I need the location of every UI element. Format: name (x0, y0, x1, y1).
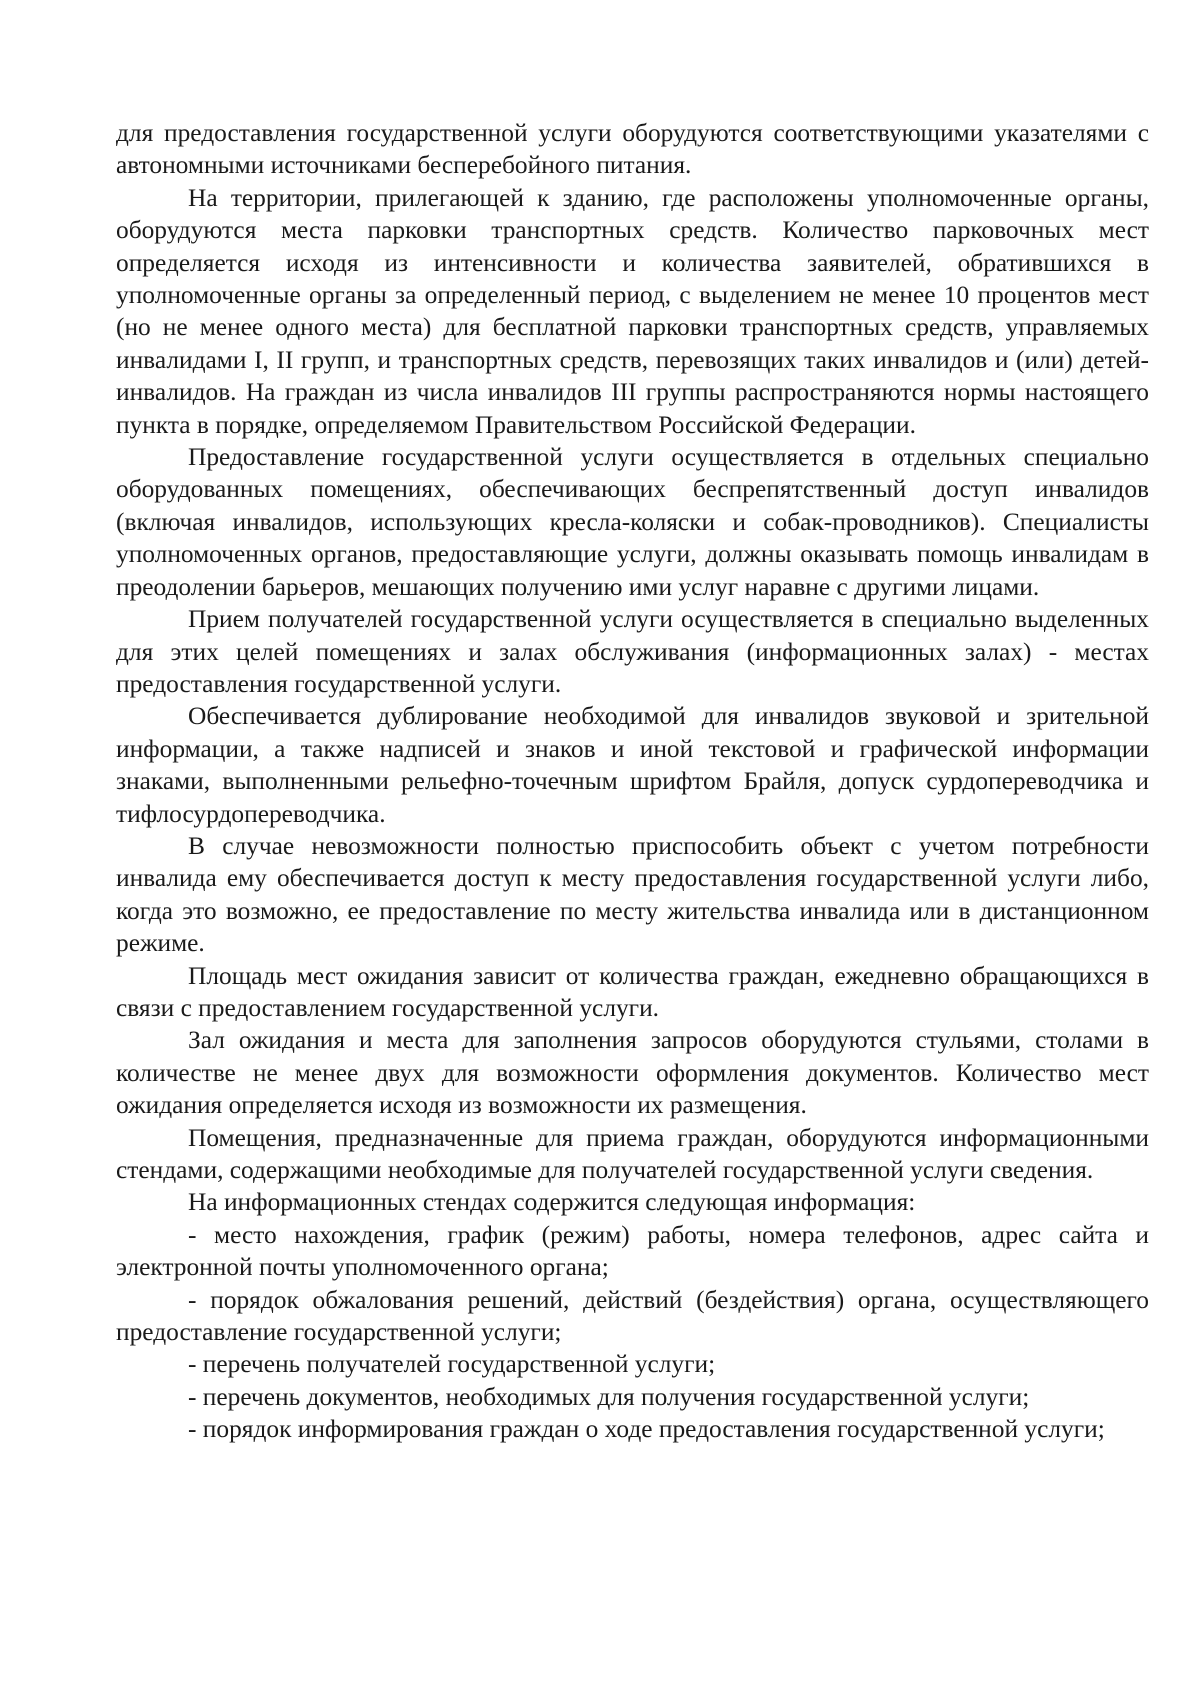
paragraph-reception-halls: Прием получателей государственной услуги осуществляется в специально выделенных для этих целей помещениях и залах обслуживания (информационных залах) - местах предоставления государственной услуги. (116, 605, 1149, 698)
list-item-appeal-procedure: - порядок обжалования решений, действий (бездействия) органа, осуществляющего предоставление государственной услуги; (116, 1285, 1149, 1347)
list-item-informing-procedure: - порядок информирования граждан о ходе предоставления государственной услуги; (188, 1415, 1105, 1444)
paragraph-parking: На территории, прилегающей к зданию, где расположены уполномоченные органы, оборудуются места парковки транспортных средств. Количество парковочных мест определяется исходя из интенсивности и количества заявителей, обратившихся в уполномоченные органы за определенный период, с выделением не менее 10 процентов мест (но не менее одного места) для бесплатной парковки транспортных средств, управляемых инвалидами I, II групп, и транспортных средств, перевозящих таких инвалидов и (или) детей-инвалидов. На граждан из числа инвалидов III группы распространяются нормы настоящего пункта в порядке, определяемом Правительством Российской Федерации. (116, 183, 1149, 439)
paragraph-info-stands: Помещения, предназначенные для приема граждан, оборудуются информационными стендами, содержащими необходимые для получателей государственной услуги сведения. (116, 1123, 1149, 1184)
list-item-location-contacts: - место нахождения, график (режим) работы, номера телефонов, адрес сайта и электронной почты уполномоченного органа; (116, 1220, 1149, 1282)
list-item-recipients: - перечень получателей государственной услуги; (188, 1350, 716, 1379)
paragraph-waiting-area: Площадь мест ожидания зависит от количества граждан, ежедневно обращающихся в связи с предоставлением государственной услуги. (116, 961, 1149, 1022)
paragraph-accessible-premises: Предоставление государственной услуги осуществляется в отдельных специально оборудованных помещениях, обеспечивающих беспрепятственный доступ инвалидов (включая инвалидов, использующих кресла-коляски и собак-проводников). Специалисты уполномоченных органов, предоставляющие услуги, должны оказывать помощь инвалидам в преодолении барьеров, мешающих получению ими услуг наравне с другими лицами. (116, 443, 1149, 601)
paragraph-stands-content-intro: На информационных стендах содержится следующая информация: (188, 1188, 916, 1217)
paragraph-braille-duplication: Обеспечивается дублирование необходимой для инвалидов звуковой и зрительной информации, а также надписей и знаков и иной текстовой и графической информации знаками, выполненными рельефно-точечным шрифтом Брайля, допуск сурдопереводчика и тифлосурдопереводчика. (116, 702, 1149, 828)
paragraph-remote-access: В случае невозможности полностью приспособить объект с учетом потребности инвалида ему обеспечивается доступ к месту предоставления государственной услуги либо, когда это возможно, ее предоставление по месту жительства инвалида или в дистанционном режиме. (116, 831, 1149, 958)
paragraph-waiting-hall-furniture: Зал ожидания и места для заполнения запросов оборудуются стульями, столами в количестве не менее двух для возможности оформления документов. Количество мест ожидания определяется исходя из возможности их размещения. (116, 1026, 1149, 1120)
list-item-documents: - перечень документов, необходимых для получения государственной услуги; (188, 1382, 1030, 1411)
document-body (116, 117, 1149, 1446)
paragraph-continuation: для предоставления государственной услуги оборудуются соответствующими указателями с автономными источниками бесперебойного питания. (116, 119, 1149, 180)
